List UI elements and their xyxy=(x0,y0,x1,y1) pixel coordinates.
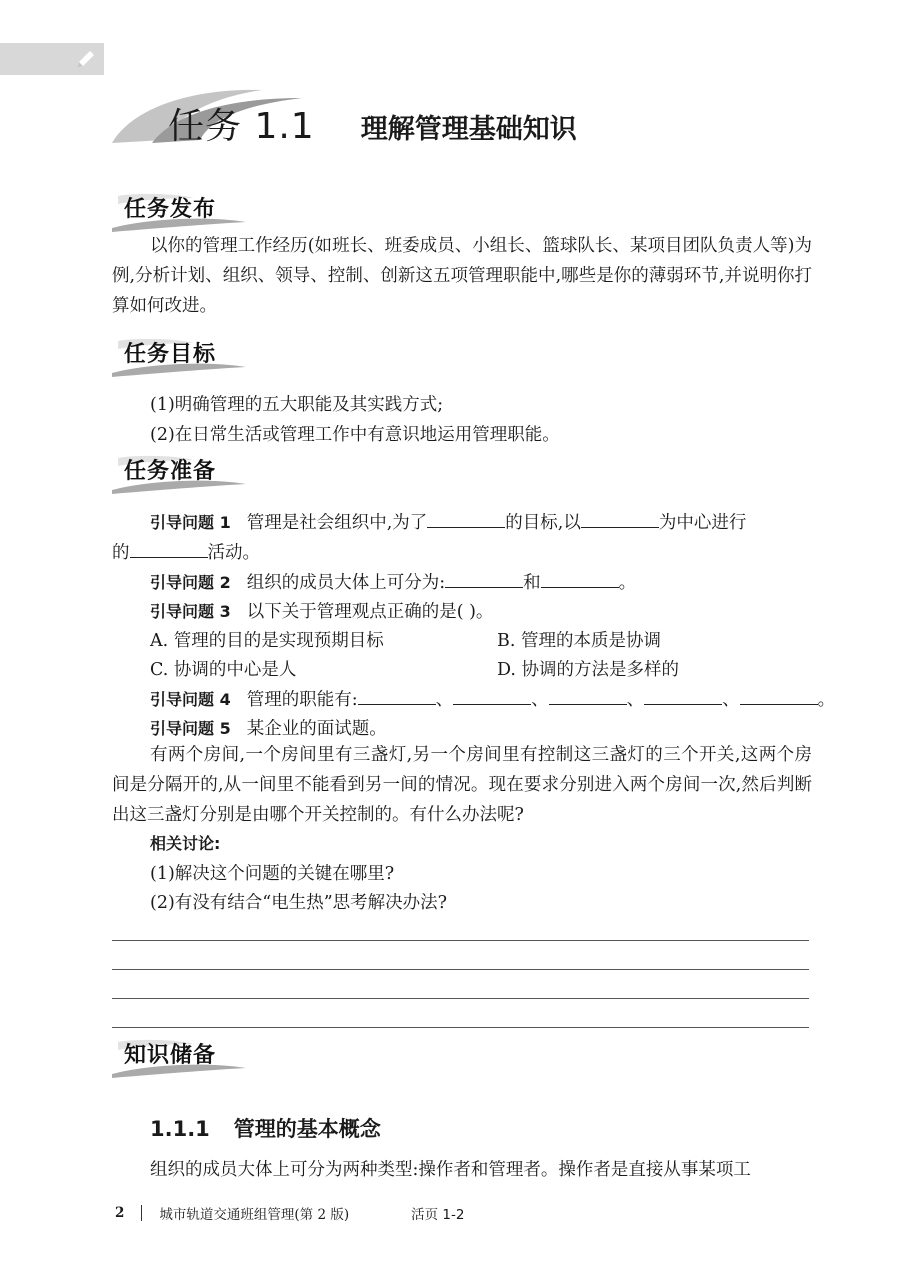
question-label: 引导问题 3 xyxy=(150,602,231,621)
book-title: 城市轨道交通班组管理(第 2 版) xyxy=(159,1207,350,1223)
answer-line[interactable] xyxy=(112,940,809,941)
section-prep-title: 任务准备 xyxy=(124,459,217,484)
question-4: 引导问题 4 管理的职能有: 、 、 、 、 。 xyxy=(150,690,836,710)
answer-blank[interactable] xyxy=(644,688,722,705)
page-number: 2 xyxy=(115,1205,125,1221)
answer-line[interactable] xyxy=(112,969,809,970)
option-d[interactable]: D. 协调的方法是多样的 xyxy=(497,660,680,680)
footer-divider xyxy=(141,1205,142,1221)
section-knowledge-header xyxy=(110,1034,250,1080)
answer-blank[interactable] xyxy=(740,688,818,705)
answer-blank[interactable] xyxy=(427,511,505,528)
question-2: 引导问题 2 组织的成员大体上可分为: 和 。 xyxy=(150,573,637,593)
goal-item: (1)明确管理的五大职能及其实践方式; xyxy=(150,395,444,415)
answer-blank[interactable] xyxy=(358,688,436,705)
discussion-item: (1)解决这个问题的关键在哪里? xyxy=(150,864,395,884)
option-a[interactable]: A. 管理的目的是实现预期目标 xyxy=(150,631,384,651)
release-paragraph: 以你的管理工作经历(如班长、班委成员、小组长、篮球队长、某项目团队负责人等)为例,分析计划、组织、领导、控制、创新这五项管理职能中,哪些是你的薄弱环节,并说明你打算如何改进。 xyxy=(112,236,812,316)
knowledge-paragraph: 组织的成员大体上可分为两种类型:操作者和管理者。操作者是直接从事某项工 xyxy=(150,1160,751,1180)
task-name: 理解管理基础知识 xyxy=(360,114,577,145)
answer-blank[interactable] xyxy=(549,688,627,705)
subsection-heading xyxy=(150,1113,381,1143)
question-label: 引导问题 5 xyxy=(150,719,231,738)
pencil-icon xyxy=(74,47,98,71)
question-5: 引导问题 5 某企业的面试题。 xyxy=(150,719,387,739)
answer-line[interactable] xyxy=(112,1027,809,1028)
section-goals-title: 任务目标 xyxy=(124,342,217,367)
answer-blank[interactable] xyxy=(130,541,208,558)
edit-tab xyxy=(0,43,104,75)
puzzle-paragraph: 有两个房间,一个房间里有三盏灯,另一个房间里有控制这三盏灯的三个开关,这两个房间是分隔开的,从一间里不能看到另一间的情况。现在要求分别进入两个房间一次,然后判断出这三盏灯分别是由哪个开关控制的。有什么办法呢? xyxy=(112,745,812,825)
question-1-continued: 的 活动。 xyxy=(112,543,260,563)
section-goals-header xyxy=(110,333,250,379)
question-3: 引导问题 3 以下关于管理观点正确的是( )。 xyxy=(150,602,494,622)
page-footer xyxy=(115,1203,464,1223)
answer-blank[interactable] xyxy=(581,511,659,528)
option-c[interactable]: C. 协调的中心是人 xyxy=(150,660,297,680)
task-title xyxy=(168,98,577,149)
question-label: 引导问题 1 xyxy=(150,513,231,532)
section-prep-header xyxy=(110,450,250,496)
answer-blank[interactable] xyxy=(541,571,619,588)
section-release-header xyxy=(110,188,250,234)
question-label: 引导问题 2 xyxy=(150,573,231,592)
loose-leaf-label: 活页 1-2 xyxy=(411,1207,465,1223)
section-release-title: 任务发布 xyxy=(124,197,217,222)
discussion-label: 相关讨论: xyxy=(150,834,221,853)
task-number: 任务 1.1 xyxy=(168,106,315,147)
subsection-title: 管理的基本概念 xyxy=(233,1117,381,1141)
subsection-number: 1.1.1 xyxy=(150,1117,210,1141)
goal-item: (2)在日常生活或管理工作中有意识地运用管理职能。 xyxy=(150,425,560,445)
question-label: 引导问题 4 xyxy=(150,690,231,709)
section-knowledge-title: 知识储备 xyxy=(124,1043,217,1068)
answer-line[interactable] xyxy=(112,998,809,999)
answer-blank[interactable] xyxy=(445,571,523,588)
question-1: 引导问题 1 管理是社会组织中,为了 的目标,以 为中心进行 xyxy=(150,513,747,533)
answer-blank[interactable] xyxy=(453,688,531,705)
discussion-item: (2)有没有结合“电生热”思考解决办法? xyxy=(150,893,448,913)
option-b[interactable]: B. 管理的本质是协调 xyxy=(497,631,661,651)
